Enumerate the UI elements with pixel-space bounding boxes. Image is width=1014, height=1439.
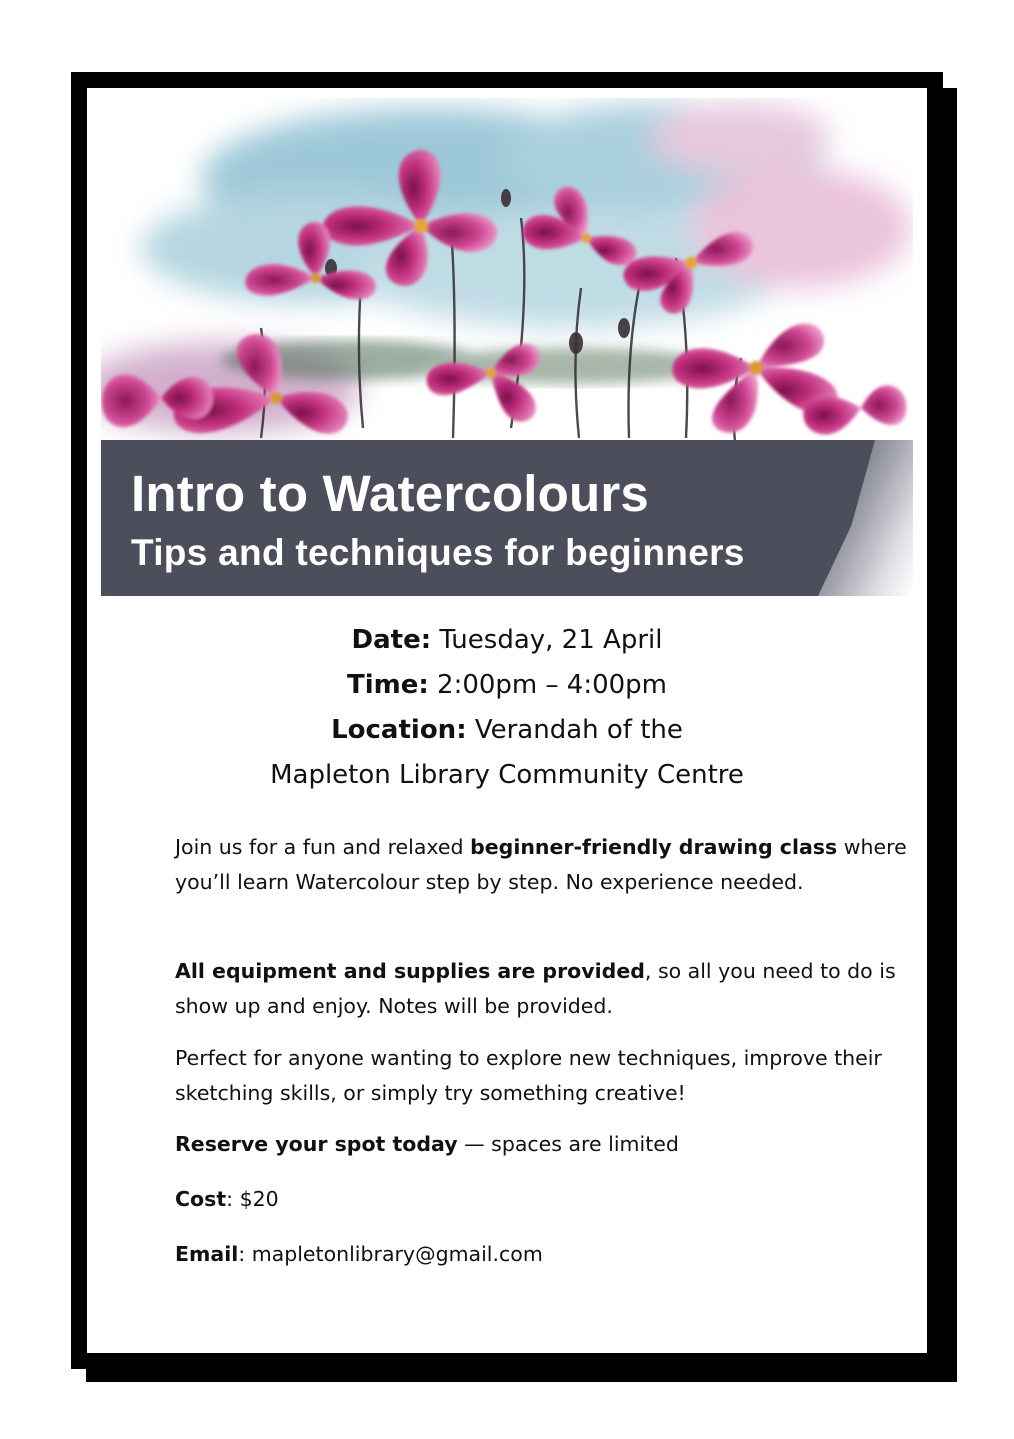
reserve-line — [175, 1127, 917, 1162]
date-label: Date: — [351, 625, 432, 655]
email-value[interactable]: : mapletonlibrary@gmail.com — [238, 1242, 543, 1266]
reserve-text-end: — spaces are limited — [457, 1132, 679, 1156]
intro-paragraph — [175, 830, 917, 899]
banner-decorative-sheen — [818, 440, 913, 596]
location-label: Location: — [331, 715, 467, 745]
time-value: 2:00pm – 4:00pm — [428, 670, 667, 700]
poster-title: Intro to Watercolours — [131, 465, 649, 522]
cost-value: : $20 — [226, 1187, 279, 1211]
date-row — [101, 618, 913, 663]
poster-frame — [71, 72, 943, 1369]
intro-text-start: Join us for a fun and relaxed — [175, 835, 471, 859]
intro-text-end: where you’ll learn Watercolour step by step. No experience needed. — [175, 835, 907, 894]
watercolour-flowers-illustration — [101, 98, 913, 453]
equipment-text-end: , so all you need to do is show up and enjoy. Notes will be provided. — [175, 959, 896, 1018]
poster-page — [87, 88, 927, 1353]
equipment-paragraph — [175, 954, 917, 1023]
time-row — [101, 663, 913, 708]
location-line-2: Mapleton Library Community Centre — [270, 760, 744, 790]
cost-label: Cost — [175, 1187, 227, 1211]
equipment-text-bold: All equipment and supplies are provided — [175, 959, 645, 983]
reserve-text-bold: Reserve your spot today — [175, 1132, 458, 1156]
location-row — [101, 708, 913, 753]
poster-subtitle: Tips and techniques for beginners — [131, 532, 745, 573]
date-value: Tuesday, 21 April — [431, 625, 663, 655]
hero-watercolour-image — [101, 98, 913, 453]
cost-line — [175, 1182, 917, 1217]
title-banner — [101, 440, 913, 596]
location-value: Verandah of the — [466, 715, 683, 745]
intro-text-bold: beginner-friendly drawing class — [470, 835, 838, 859]
audience-paragraph: Perfect for anyone wanting to explore new techniques, improve their sketching skills, or simply try something creative! — [175, 1046, 882, 1105]
event-details — [101, 618, 913, 798]
email-label: Email — [175, 1242, 239, 1266]
time-label: Time: — [346, 670, 429, 700]
email-line — [175, 1237, 917, 1272]
